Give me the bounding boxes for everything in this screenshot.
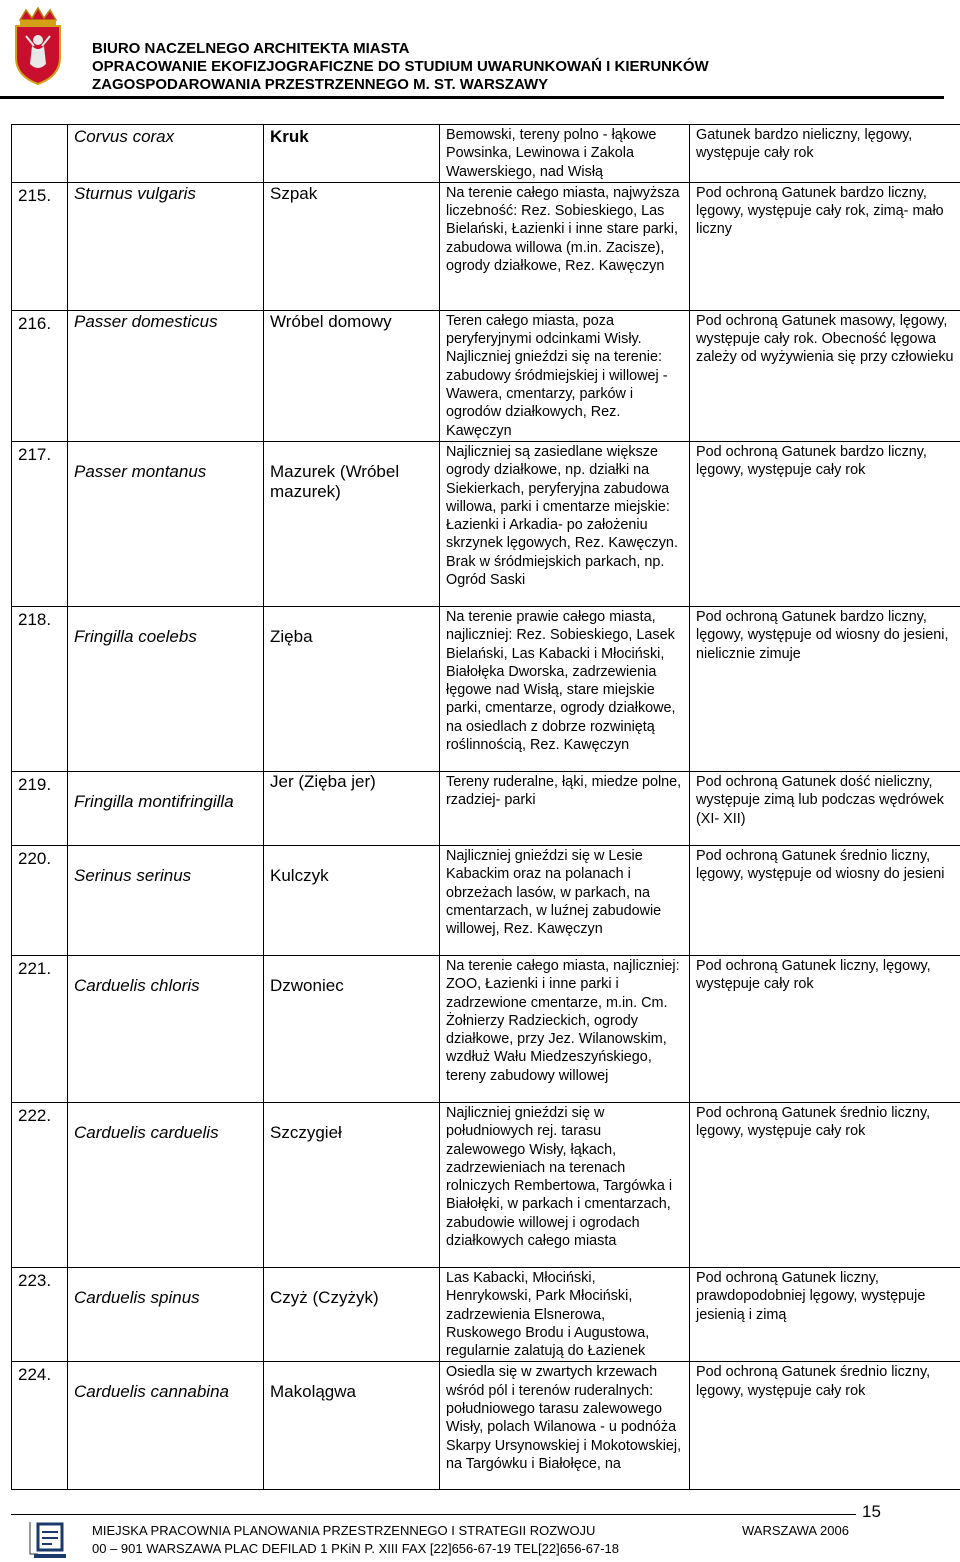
- row-number: 224.: [12, 1362, 68, 1490]
- polish-name: Wróbel domowy: [264, 310, 440, 441]
- status-cell: Pod ochroną Gatunek dość nieliczny, występuje zimą lub podczas wędrówek (XI- XII): [690, 771, 960, 845]
- latin-name: Corvus corax: [68, 125, 264, 183]
- latin-name: Carduelis cannabina: [68, 1362, 264, 1490]
- habitat-cell: Las Kabacki, Młociński, Henrykowski, Park Młociński, zadrzewienia Elsnerowa, Ruskowego Brodu i Augustowa, regularnie zalatują do Łazienek: [440, 1267, 690, 1361]
- row-number: 216.: [12, 310, 68, 441]
- polish-name: Czyż (Czyżyk): [264, 1267, 440, 1361]
- footer-line-2: 00 – 901 WARSZAWA PLAC DEFILAD 1 PKiN P. XIII FAX [22]656-67-19 TEL[22]656-67-18: [92, 1541, 620, 1556]
- habitat-cell: Bemowski, tereny polno - łąkowe Powsinka, Lewinowa i Zakola Wawerskiego, nad Wisłą: [440, 125, 690, 183]
- polish-name: Zięba: [264, 606, 440, 771]
- polish-name: Dzwoniec: [264, 955, 440, 1102]
- polish-name: Kruk: [264, 125, 440, 183]
- latin-name: Serinus serinus: [68, 845, 264, 955]
- status-cell: Pod ochroną Gatunek średnio liczny, lęgowy, występuje cały rok: [690, 1362, 960, 1490]
- table-row: [12, 125, 960, 183]
- pracownia-logo-icon: [28, 1518, 72, 1560]
- habitat-cell: Tereny ruderalne, łąki, miedze polne, rzadziej- parki: [440, 771, 690, 845]
- table-row: [12, 1102, 960, 1267]
- header-divider: [0, 96, 944, 99]
- habitat-cell: Na terenie prawie całego miasta, najliczniej: Rez. Sobieskiego, Lasek Bielański, Las Kabacki i Młociński, Białołęka Dworska, zadrzewienia łęgowe nad Wisłą, stare miejskie parki, cmentarze, ogrody działkowe, na osiedlach z dobrze rozwiniętą roślinnością, Rez. Kawęczyn: [440, 606, 690, 771]
- footer-address: [92, 1522, 619, 1558]
- table-row: [12, 1267, 960, 1361]
- polish-name: Kulczyk: [264, 845, 440, 955]
- species-table: [11, 124, 960, 1490]
- table-row: [12, 606, 960, 771]
- latin-name: Fringilla montifringilla: [68, 771, 264, 845]
- header-line-2: OPRACOWANIE EKOFIZJOGRAFICZNE DO STUDIUM UWARUNKOWAŃ I KIERUNKÓW: [92, 58, 709, 75]
- polish-name: Szczygieł: [264, 1102, 440, 1267]
- status-cell: Pod ochroną Gatunek średnio liczny, lęgowy, występuje cały rok: [690, 1102, 960, 1267]
- table-row: [12, 845, 960, 955]
- habitat-cell: Teren całego miasta, poza peryferyjnymi odcinkami Wisły. Najliczniej gnieździ się na terenie: zabudowy śródmiejskiej i willowej - Wawera, cmentarzy, parków i ogrodów działkowych, Rez. Kawęczyn: [440, 310, 690, 441]
- habitat-cell: Osiedla się w zwartych krzewach wśród pól i terenów ruderalnych: południowego tarasu zalewowego Wisły, polach Wilanowa - u podnóża Skarpy Ursynowskiej i Mokotowskiej, na Targówku i Białołęce, na: [440, 1362, 690, 1490]
- header-org: BIURO NACZELNEGO ARCHITEKTA MIASTA: [92, 40, 410, 57]
- habitat-cell: Najliczniej gnieździ się w południowych rej. tarasu zalewowego Wisły, łąkach, zadrzewieniach na terenach rolniczych Rembertowa, Targówka i Białołęki, w parkach i cmentarzach, zabudowie willowej i ogrodach działkowych całego miasta: [440, 1102, 690, 1267]
- table-row: [12, 310, 960, 441]
- latin-name: Passer domesticus: [68, 310, 264, 441]
- latin-name: Fringilla coelebs: [68, 606, 264, 771]
- header-line-3: ZAGOSPODAROWANIA PRZESTRZENNEGO M. ST. WARSZAWY: [92, 76, 549, 93]
- row-number: 219.: [12, 771, 68, 845]
- header-title: [92, 40, 709, 94]
- footer-line-1: MIEJSKA PRACOWNIA PLANOWANIA PRZESTRZENNEGO I STRATEGII ROZWOJU: [92, 1523, 596, 1538]
- habitat-cell: Najliczniej są zasiedlane większe ogrody działkowe, np. działki na Siekierkach, peryferyjna zabudowa willowa, parki i cmentarze miejskie: Łazienki i Arkadia- po założeniu skrzynek lęgowych, Rez. Kawęczyn. Brak w śródmiejskich parkach, np. Ogród Saski: [440, 441, 690, 606]
- row-number: 215.: [12, 182, 68, 310]
- row-number: 217.: [12, 441, 68, 606]
- habitat-cell: Najliczniej gnieździ się w Lesie Kabackim oraz na polanach i obrzeżach lasów, w parkach, na cmentarzach, w luźnej zabudowie willowej, Rez. Kawęczyn: [440, 845, 690, 955]
- polish-name: Szpak: [264, 182, 440, 310]
- latin-name: Carduelis spinus: [68, 1267, 264, 1361]
- row-number: [12, 125, 68, 183]
- latin-name: Passer montanus: [68, 441, 264, 606]
- row-number: 222.: [12, 1102, 68, 1267]
- row-number: 218.: [12, 606, 68, 771]
- footer-year: WARSZAWA 2006: [742, 1523, 849, 1538]
- latin-name: Sturnus vulgaris: [68, 182, 264, 310]
- table-row: [12, 441, 960, 606]
- table-row: [12, 182, 960, 310]
- row-number: 221.: [12, 955, 68, 1102]
- latin-name: Carduelis carduelis: [68, 1102, 264, 1267]
- table-row: [12, 955, 960, 1102]
- habitat-cell: Na terenie całego miasta, najwyższa liczebność: Rez. Sobieskiego, Las Bielański, Łazienki i inne stare parki, zabudowa willowa (m.in. Zacisze), ogrody działkowe, Rez. Kawęczyn: [440, 182, 690, 310]
- table-row: [12, 771, 960, 845]
- status-cell: Pod ochroną Gatunek liczny, prawdopodobniej lęgowy, występuje jesienią i zimą: [690, 1267, 960, 1361]
- polish-name: Jer (Zięba jer): [264, 771, 440, 845]
- row-number: 220.: [12, 845, 68, 955]
- status-cell: Pod ochroną Gatunek bardzo liczny, lęgowy, występuje cały rok, zimą- mało liczny: [690, 182, 960, 310]
- status-cell: Pod ochroną Gatunek liczny, lęgowy, występuje cały rok: [690, 955, 960, 1102]
- page-header: [0, 0, 960, 100]
- row-number: 223.: [12, 1267, 68, 1361]
- footer-divider: [11, 1514, 856, 1515]
- habitat-cell: Na terenie całego miasta, najliczniej: ZOO, Łazienki i inne parki i zadrzewione cmentarze, m.in. Cm. Żołnierzy Radzieckich, ogrody działkowe, przy Jez. Wilanowskim, wzdłuż Wału Miedzeszyńskiego, tereny zabudowy willowej: [440, 955, 690, 1102]
- status-cell: Gatunek bardzo nieliczny, lęgowy, występuje cały rok: [690, 125, 960, 183]
- latin-name: Carduelis chloris: [68, 955, 264, 1102]
- polish-name: Mazurek (Wróbel mazurek): [264, 441, 440, 606]
- status-cell: Pod ochroną Gatunek bardzo liczny, lęgowy, występuje cały rok: [690, 441, 960, 606]
- table-row: [12, 1362, 960, 1490]
- status-cell: Pod ochroną Gatunek średnio liczny, lęgowy, występuje od wiosny do jesieni: [690, 845, 960, 955]
- status-cell: Pod ochroną Gatunek bardzo liczny, lęgowy, występuje od wiosny do jesieni, nielicznie zimuje: [690, 606, 960, 771]
- polish-name: Makolągwa: [264, 1362, 440, 1490]
- warsaw-crest-icon: [12, 6, 64, 86]
- page-number: 15: [862, 1502, 881, 1521]
- status-cell: Pod ochroną Gatunek masowy, lęgowy, występuje cały rok. Obecność lęgowa zależy od wyżywienia się przy człowieku: [690, 310, 960, 441]
